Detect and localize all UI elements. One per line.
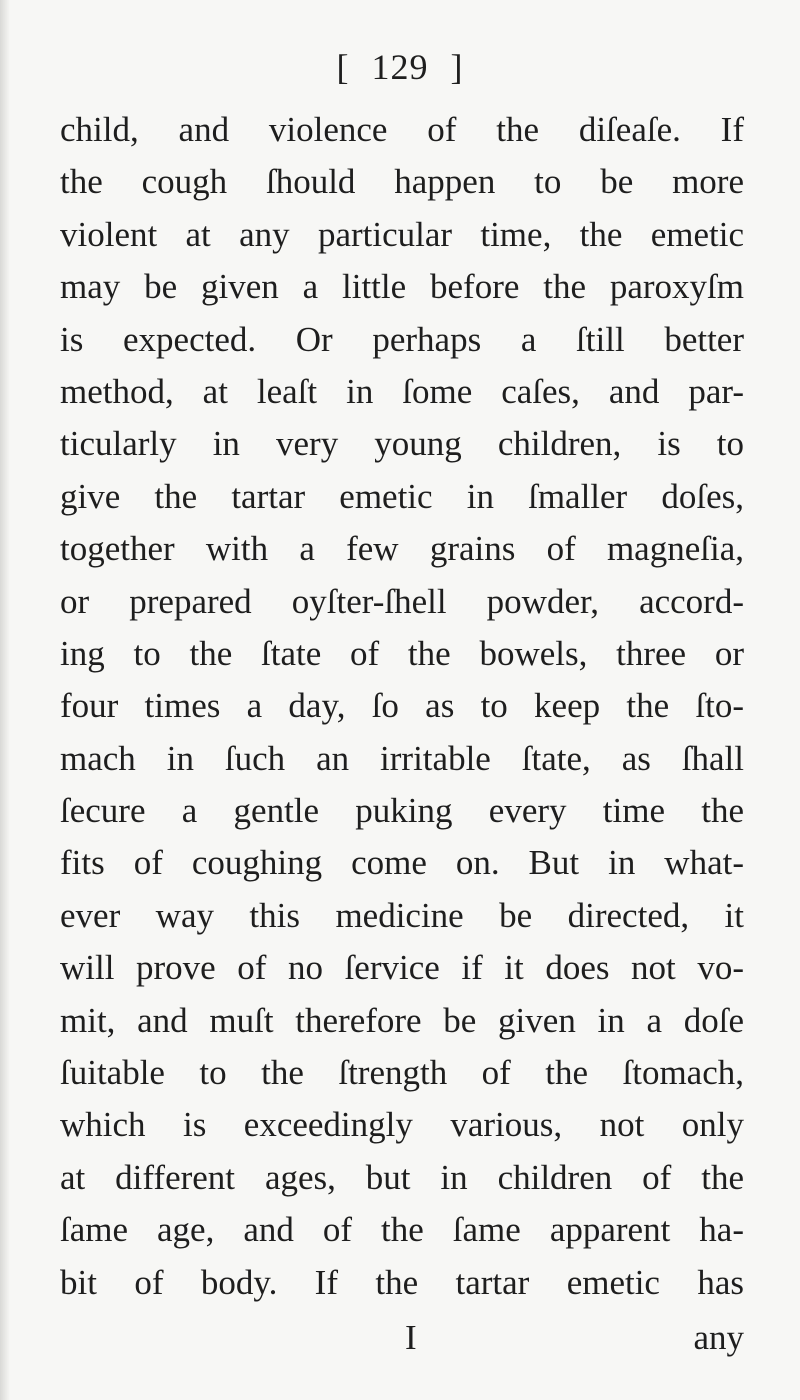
text-line: violent at any particular time, the emetic <box>60 214 744 254</box>
text-line: ing to the ſtate of the bowels, three or <box>60 633 744 673</box>
text-line: at different ages, but in children of the <box>60 1157 744 1197</box>
text-line: four times a day, ſo as to keep the ſto- <box>60 686 744 726</box>
text-line: or prepared oyſter-ſhell powder, accord- <box>60 581 744 621</box>
text-line: ever way this medicine be directed, it <box>60 895 744 935</box>
text-line: child, and violence of the diſeaſe. If <box>60 110 744 149</box>
text-line: mit, and muſt therefore be given in a doſe <box>60 1000 744 1040</box>
text-line: mach in ſuch an irritable ſtate, as ſhall <box>60 738 744 778</box>
catchword: any <box>693 1318 744 1357</box>
text-line: ſame age, and of the ſame apparent ha- <box>60 1210 744 1250</box>
text-line: fits of coughing come on. But in what- <box>60 843 744 883</box>
page-footer <box>60 1318 744 1368</box>
text-line: is expected. Or perhaps a ſtill better <box>60 319 744 359</box>
text-line: ſecure a gentle puking every time the <box>60 791 744 831</box>
body-text <box>60 104 744 1309</box>
text-line: ticularly in very young children, is to <box>60 424 744 464</box>
page-header <box>0 46 800 88</box>
text-line: which is exceedingly various, not only <box>60 1105 744 1145</box>
text-line: the cough ſhould happen to be more <box>60 162 744 202</box>
header-bracket-close: ] <box>450 47 464 87</box>
page-number: 129 <box>371 47 429 87</box>
header-bracket-open: [ <box>336 47 350 87</box>
text-line: will prove of no ſervice if it does not vo- <box>60 948 744 988</box>
signature-mark: I <box>405 1318 417 1357</box>
text-line: give the tartar emetic in ſmaller doſes, <box>60 476 744 516</box>
text-line: method, at leaſt in ſome caſes, and par- <box>60 371 744 411</box>
text-line: may be given a little before the paroxyſm <box>60 267 744 307</box>
text-line: ſuitable to the ſtrength of the ſtomach, <box>60 1053 744 1093</box>
text-line: together with a few grains of magneſia, <box>60 529 744 569</box>
text-line: bit of body. If the tartar emetic has <box>60 1262 744 1302</box>
